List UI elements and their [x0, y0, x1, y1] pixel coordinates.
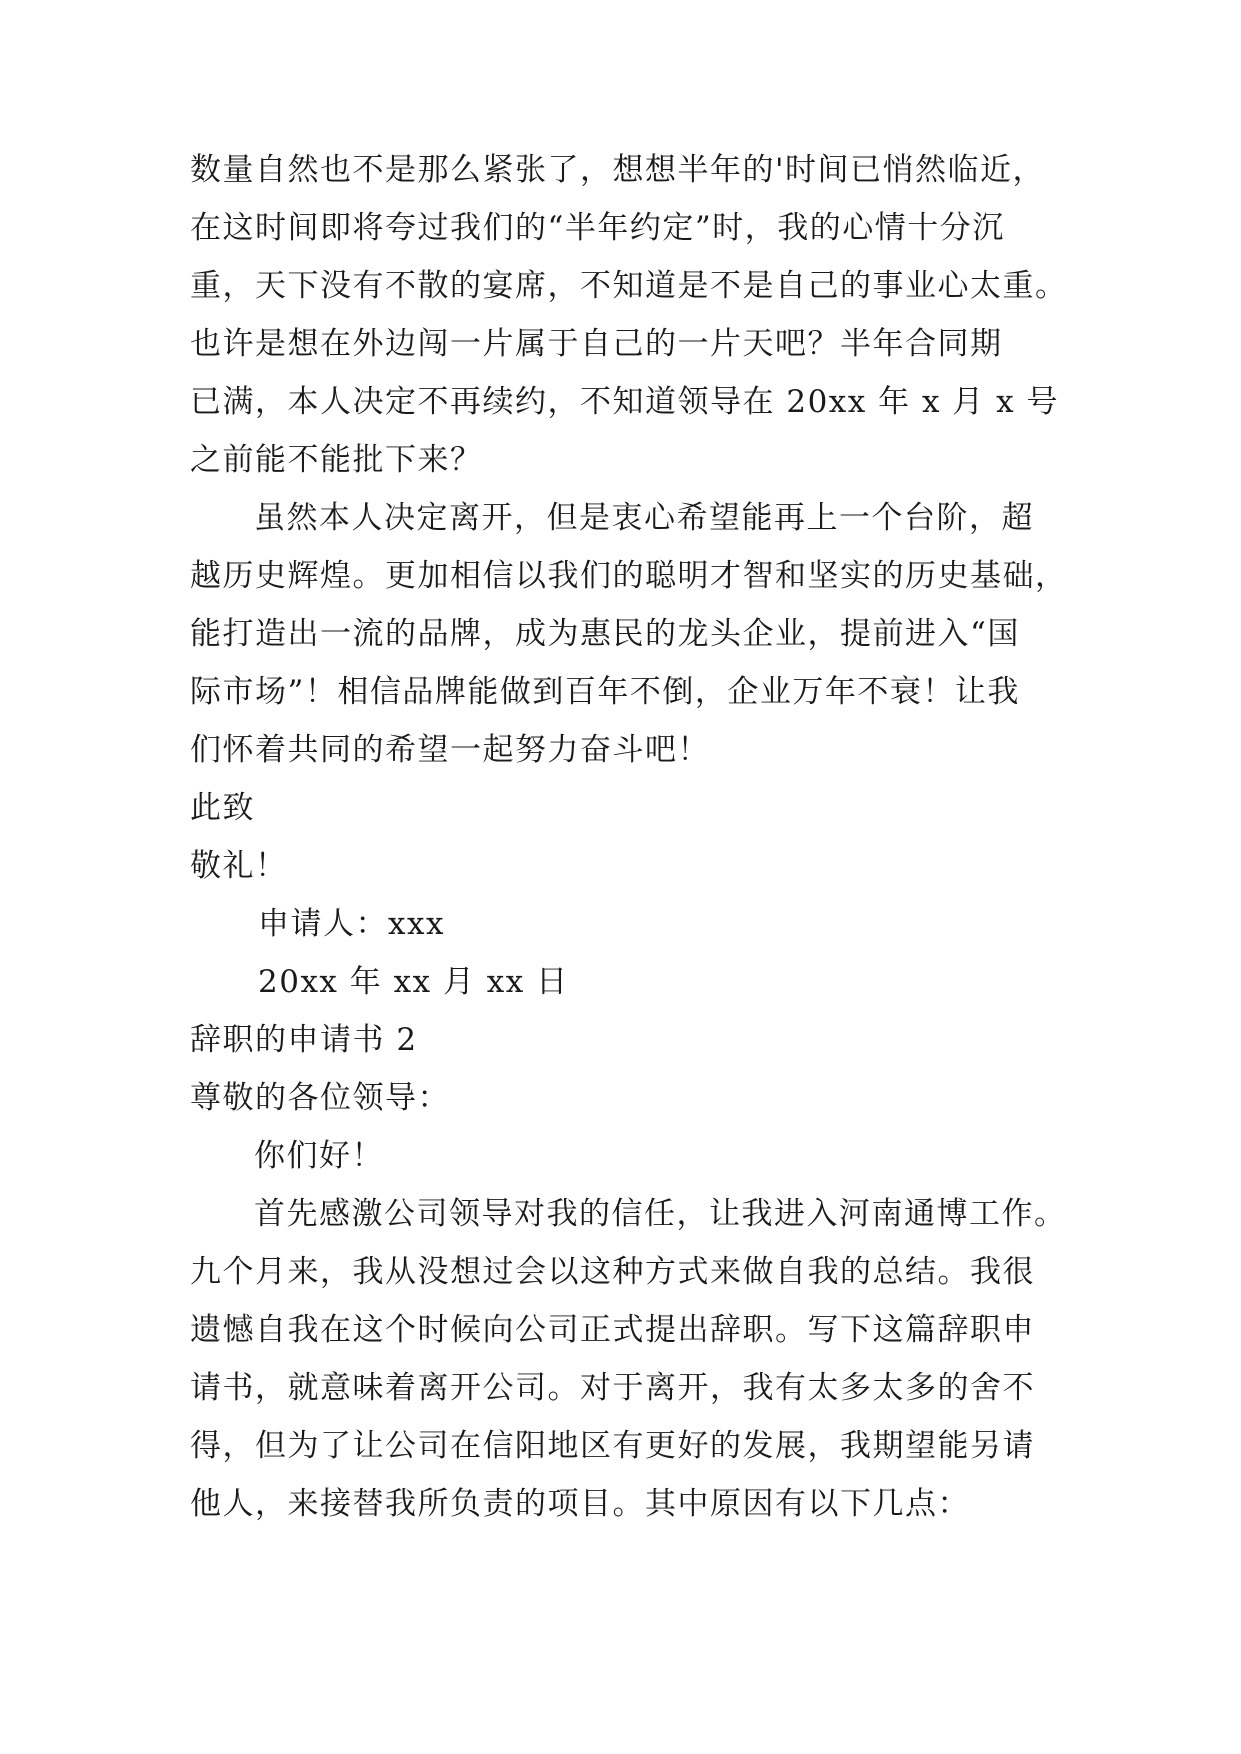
- body-text-line: 遗憾自我在这个时候向公司正式提出辞职。写下这篇辞职申: [190, 1312, 1035, 1348]
- body-text-line: 重，天下没有不散的宴席，不知道是不是自己的事业心太重。: [190, 268, 1068, 304]
- body-text-line: 九个月来，我从没想过会以这种方式来做自我的总结。我很: [190, 1254, 1035, 1290]
- section-title: 辞职的申请书 2: [190, 1022, 418, 1058]
- body-text-line: 能打造出一流的品牌，成为惠民的龙头企业，提前进入“国: [190, 616, 1020, 652]
- closing-regards: 敬礼！: [190, 848, 288, 884]
- paragraph-first-line: 首先感激公司领导对我的信任，让我进入河南通博工作。: [254, 1196, 1067, 1232]
- body-text-line: 得，但为了让公司在信阳地区有更好的发展，我期望能另请: [190, 1428, 1035, 1464]
- body-text-line: 之前能不能批下来？: [190, 442, 483, 478]
- paragraph-first-line: 虽然本人决定离开，但是衷心希望能再上一个台阶，超: [254, 500, 1034, 536]
- body-text-line: 也许是想在外边闯一片属于自己的一片天吧？半年合同期: [190, 326, 1003, 362]
- body-text-line: 们怀着共同的希望一起努力奋斗吧！: [190, 732, 710, 768]
- greeting: 你们好！: [254, 1138, 384, 1174]
- applicant-signature: 申请人：xxx: [258, 906, 445, 942]
- body-text-line: 已满，本人决定不再续约，不知道领导在 20xx 年 x 月 x 号: [190, 384, 1059, 420]
- letter-salutation: 尊敬的各位领导：: [190, 1080, 450, 1116]
- body-text-line: 在这时间即将夸过我们的“半年约定”时，我的心情十分沉: [190, 210, 1005, 246]
- body-text-line: 际市场”！相信品牌能做到百年不倒，企业万年不衰！让我: [190, 674, 1020, 710]
- body-text-line: 请书，就意味着离开公司。对于离开，我有太多太多的舍不: [190, 1370, 1035, 1406]
- body-text-line: 越历史辉煌。更加相信以我们的聪明才智和坚实的历史基础，: [190, 558, 1068, 594]
- closing-salutation: 此致: [190, 790, 255, 826]
- body-text-line: 数量自然也不是那么紧张了，想想半年的'时间已悄然临近，: [190, 152, 1046, 188]
- signature-date: 20xx 年 xx 月 xx 日: [258, 964, 569, 1000]
- body-text-line: 他人，来接替我所负责的项目。其中原因有以下几点：: [190, 1486, 970, 1522]
